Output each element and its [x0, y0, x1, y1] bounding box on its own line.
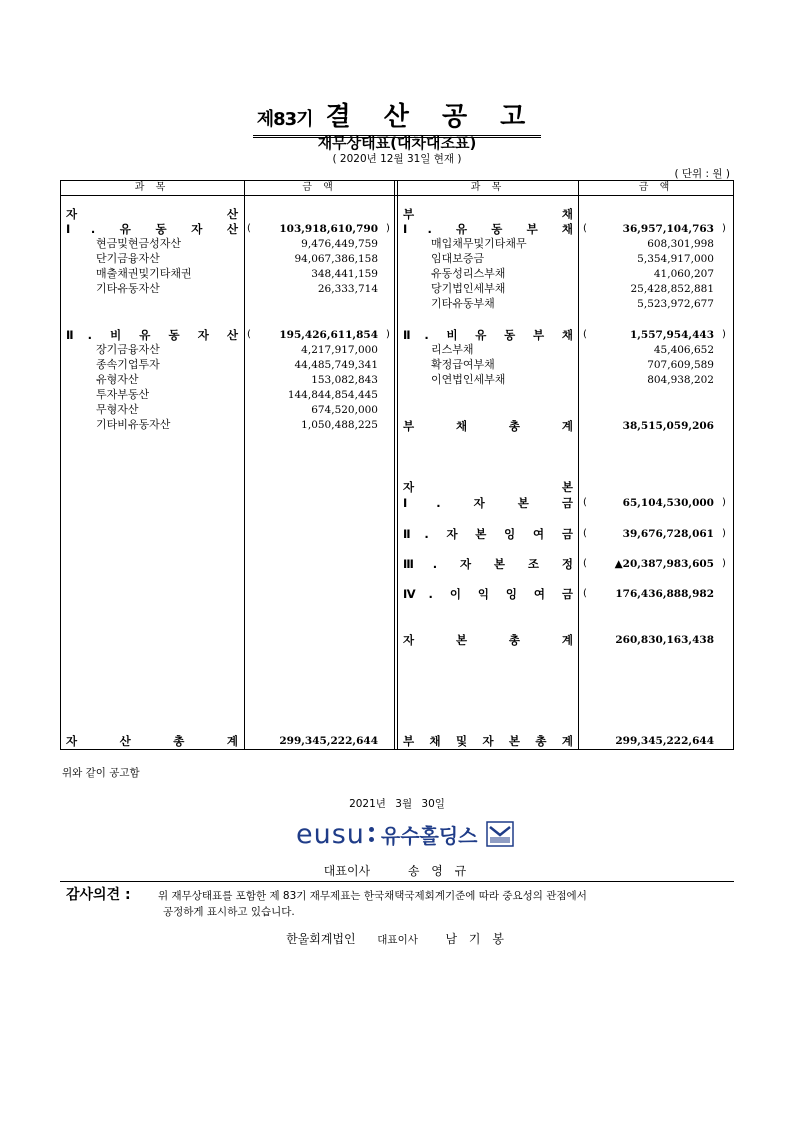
- open-paren: (: [583, 588, 587, 599]
- asset-item-value: 94,067,386,158: [294, 253, 378, 265]
- total-assets-value: 299,345,222,644: [279, 735, 378, 747]
- liabilities-heading: 부 채: [403, 207, 573, 221]
- asset-item-value: 26,333,714: [317, 283, 378, 295]
- asset-item-label: 무형자산: [96, 403, 139, 416]
- audit-opinion-line1: 위 재무상태표를 포함한 제 83기 재무제표는 한국채택국제회계기준에 따라 중요성의 관점에서: [158, 890, 587, 902]
- audit-opinion-label: 감사의견 :: [66, 887, 131, 903]
- logo-wordmark-en: eusu: [296, 818, 365, 850]
- liability-item-label: 이연법인세부채: [431, 373, 506, 386]
- liability-item-value: 608,301,998: [647, 238, 714, 250]
- liability-item-label: 기타유동부채: [431, 297, 495, 310]
- header-right-amount: 금 액: [638, 182, 674, 193]
- total-assets-label: 자 산 총 계: [66, 734, 238, 748]
- statement-subtitle: 재무상태표(대차대조표): [317, 134, 477, 152]
- close-paren: ): [722, 558, 726, 569]
- asset-item-value: 1,050,488,225: [301, 419, 378, 431]
- equity-item-label: Ⅲ. 자 본 조 정: [403, 557, 573, 571]
- open-paren: (: [583, 223, 587, 234]
- auditor-firm: 한울회계법인: [286, 932, 356, 946]
- total-equity-label: 자 본 총 계: [403, 633, 573, 647]
- asset-item-value: 674,520,000: [311, 404, 378, 416]
- statement-date: ( 2020년 12월 31일 현재 ): [332, 153, 462, 165]
- equity-heading: 자 본: [403, 480, 573, 494]
- grand-total-value: 299,345,222,644: [615, 735, 714, 747]
- asset-item-value: 9,476,449,759: [301, 238, 378, 250]
- notice-date: 2021년 3월 30일: [349, 798, 445, 810]
- equity-item-value: 176,436,888,982: [615, 588, 714, 600]
- liability-item-label: 당기법인세부채: [431, 282, 506, 295]
- logo-wordmark-kr: 유수홀딩스: [380, 823, 478, 848]
- ceo-signature: [0, 862, 794, 879]
- liability-item-value: 707,609,589: [647, 359, 714, 371]
- noncurrent-assets-label: Ⅱ. 비 유 동 자 산: [66, 328, 238, 342]
- asset-item-label: 현금및현금성자산: [96, 237, 182, 250]
- open-paren: (: [247, 223, 251, 234]
- current-liabilities-label: Ⅰ. 유 동 부 채: [403, 222, 573, 236]
- column-divider: [578, 180, 579, 750]
- liability-item-value: 5,354,917,000: [637, 253, 714, 265]
- asset-item-value: 348,441,159: [311, 268, 378, 280]
- equity-item-value: ▲20,387,983,605: [614, 558, 714, 570]
- asset-item-value: 44,485,749,341: [294, 359, 378, 371]
- close-paren: ): [386, 329, 390, 340]
- asset-item-label: 단기금융자산: [96, 252, 160, 265]
- asset-item-value: 144,844,854,445: [287, 389, 378, 401]
- liability-item-label: 임대보증금: [431, 252, 485, 265]
- total-liabilities-value: 38,515,059,206: [622, 420, 714, 432]
- logo-dots-icon: [369, 827, 373, 842]
- footer-divider: [60, 881, 734, 882]
- noncurrent-liabilities-label: Ⅱ. 비 유 동 부 채: [403, 328, 573, 342]
- close-paren: ): [722, 497, 726, 508]
- auditor-title: 대표이사: [377, 934, 418, 946]
- asset-item-label: 투자부동산: [96, 388, 150, 401]
- equity-item-label: Ⅰ. 자 본 금: [403, 496, 573, 510]
- open-paren: (: [583, 329, 587, 340]
- header-left-amount: 금 액: [302, 182, 337, 193]
- ceo-name: 송 영 규: [407, 864, 471, 878]
- liability-item-label: 매입채무및기타채무: [431, 237, 527, 250]
- liability-item-label: 리스부채: [431, 343, 474, 356]
- grand-total-label: 부 채 및 자 본 총 계: [403, 734, 573, 748]
- currency-unit: ( 단위 : 원 ): [674, 168, 730, 180]
- liability-item-label: 확정급여부채: [431, 358, 495, 371]
- liability-item-label: 유동성리스부채: [431, 267, 506, 280]
- liability-item-value: 804,938,202: [647, 374, 714, 386]
- asset-item-value: 153,082,843: [311, 374, 378, 386]
- total-equity-value: 260,830,163,438: [615, 634, 714, 646]
- company-logo: [296, 814, 514, 854]
- asset-item-label: 기타유동자산: [96, 282, 160, 295]
- open-paren: (: [583, 528, 587, 539]
- total-liabilities-label: 부 채 총 계: [403, 419, 573, 433]
- fiscal-period: 제83기: [256, 109, 313, 130]
- close-paren: ): [386, 223, 390, 234]
- close-paren: ): [722, 223, 726, 234]
- equity-item-label: Ⅳ. 이 익 잉 여 금: [403, 587, 573, 601]
- auditor-signature: [0, 930, 794, 947]
- asset-item-label: 기타비유동자산: [96, 418, 171, 431]
- close-paren: ): [722, 528, 726, 539]
- company-seal-icon: [486, 821, 514, 847]
- asset-item-label: 매출채권및기타채권: [96, 267, 192, 280]
- liability-item-value: 41,060,207: [653, 268, 714, 280]
- asset-item-label: 종속기업투자: [96, 358, 160, 371]
- asset-item-value: 4,217,917,000: [301, 344, 378, 356]
- open-paren: (: [583, 558, 587, 569]
- liability-item-value: 45,406,652: [653, 344, 714, 356]
- header-right-subject: 과 목: [470, 182, 506, 193]
- liability-item-value: 25,428,852,881: [630, 283, 714, 295]
- audit-opinion-line2: 공정하게 표시하고 있습니다.: [163, 906, 295, 918]
- title-main: 결 산 공 고: [325, 102, 538, 132]
- current-liabilities-total: 36,957,104,763: [622, 223, 714, 235]
- asset-item-label: 장기금융자산: [96, 343, 160, 356]
- open-paren: (: [247, 329, 251, 340]
- column-divider: [244, 180, 245, 750]
- close-paren: ): [722, 329, 726, 340]
- current-assets-total: 103,918,610,790: [279, 223, 378, 235]
- notice-text: 위와 같이 공고함: [62, 767, 140, 779]
- equity-item-value: 65,104,530,000: [622, 497, 714, 509]
- liability-item-value: 5,523,972,677: [637, 298, 714, 310]
- equity-item-value: 39,676,728,061: [622, 528, 714, 540]
- center-double-divider: [394, 180, 398, 750]
- equity-item-label: Ⅱ. 자 본 잉 여 금: [403, 527, 573, 541]
- asset-item-label: 유형자산: [96, 373, 139, 386]
- open-paren: (: [583, 497, 587, 508]
- current-assets-label: Ⅰ. 유 동 자 산: [66, 222, 238, 236]
- noncurrent-liabilities-total: 1,557,954,443: [629, 329, 714, 341]
- assets-heading: 자 산: [66, 207, 238, 221]
- header-left-subject: 과 목: [134, 182, 170, 193]
- auditor-name: 남 기 봉: [445, 932, 508, 946]
- noncurrent-assets-total: 195,426,611,854: [279, 329, 378, 341]
- ceo-title: 대표이사: [323, 864, 371, 878]
